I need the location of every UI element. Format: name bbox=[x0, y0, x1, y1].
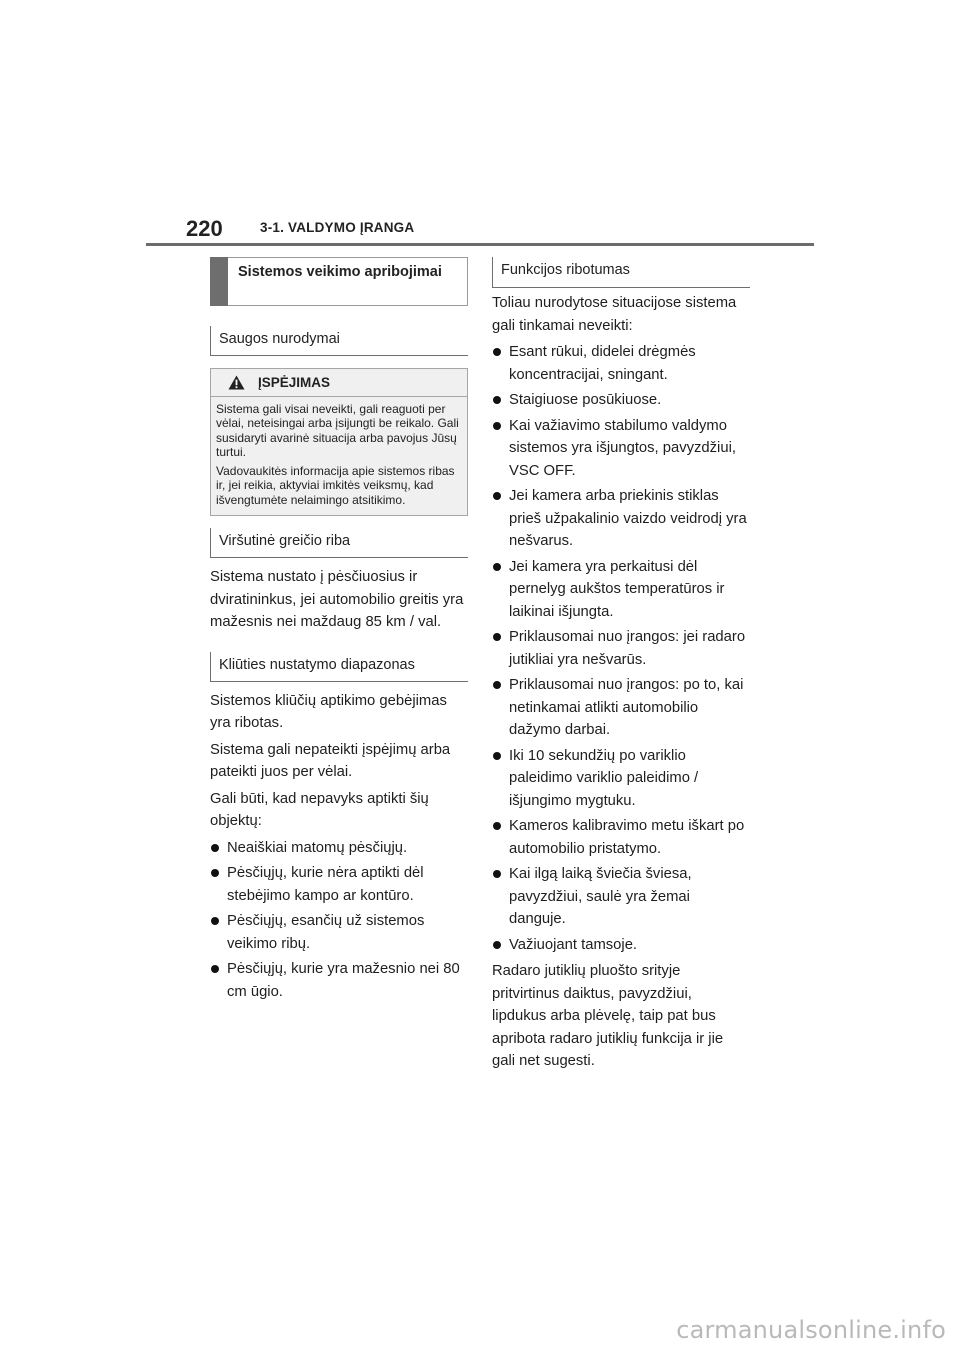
situations-list bbox=[492, 341, 750, 956]
function-heading: Funkcijos ribotumas bbox=[492, 257, 750, 288]
range-text: Gali būti, kad nepavyks aptikti šių objektų: bbox=[210, 790, 429, 830]
list-item: Staigiuose posūkiuose. bbox=[492, 389, 750, 412]
speed-heading: Viršutinė greičio riba bbox=[210, 528, 468, 558]
closing-text: Radaro jutiklių pluošto srityje pritvirtinus daiktus, pavyzdžiui, lipdukus arba plėvelę, taip pat bus apribota radaro jutiklių funkcija ir jie gali net sugesti. bbox=[492, 963, 724, 1069]
list-item: Kai ilgą laiką šviečia šviesa, pavyzdžiui, saulė yra žemai danguje. bbox=[492, 863, 750, 931]
range-text: Sistema gali nepateikti įspėjimų arba pateikti juos per vėlai. bbox=[210, 741, 451, 781]
list-item: Kai važiavimo stabilumo valdymo sistemos yra išjungtos, pavyzdžiui, VSC OFF. bbox=[492, 415, 750, 483]
left-column bbox=[210, 257, 468, 1003]
chapter-title: 3-1. VALDYMO ĮRANGA bbox=[260, 220, 415, 235]
list-item: Esant rūkui, didelei drėgmės koncentracijai, sningant. bbox=[492, 341, 750, 386]
page-number: 220 bbox=[186, 216, 223, 241]
warning-header bbox=[211, 369, 467, 397]
section-title-box bbox=[210, 257, 468, 306]
warning-triangle-icon bbox=[228, 375, 245, 390]
list-item: Iki 10 sekundžių po variklio paleidimo variklio paleidimo / išjungimo mygtuku. bbox=[492, 745, 750, 813]
list-item: Pėsčiųjų, kurie nėra aptikti dėl stebėjimo kampo ar kontūro. bbox=[210, 862, 468, 907]
right-column bbox=[492, 257, 750, 1073]
objects-list bbox=[210, 837, 468, 1004]
list-item: Važiuojant tamsoje. bbox=[492, 934, 750, 957]
warning-paragraph: Vadovaukitės informacija apie sistemos ribas ir, jei reikia, aktyviai imkitės veiksmų, kad išvengtumėte nelaimingo atsitikimo. bbox=[216, 464, 455, 507]
watermark: carmanualsonline.info bbox=[676, 1316, 946, 1344]
list-item: Priklausomai nuo įrangos: po to, kai netinkamai atlikti automobilio dažymo darbai. bbox=[492, 674, 750, 742]
warning-paragraph: Sistema gali visai neveikti, gali reaguoti per vėlai, neteisingai arba įsijungti be reikalo. Gali susidaryti avarinė situacija arba pavojus Jūsų turtui. bbox=[216, 402, 459, 459]
list-item: Pėsčiųjų, kurie yra mažesnio nei 80 cm ūgio. bbox=[210, 958, 468, 1003]
speed-text: Sistema nustato į pėsčiuosius ir dviratininkus, jei automobilio greitis yra mažesnis nei maždaug 85 km / val. bbox=[210, 569, 464, 631]
function-intro: Toliau nurodytose situacijose sistema gali tinkamai neveikti: bbox=[492, 295, 737, 334]
warning-title: ĮSPĖJIMAS bbox=[258, 375, 331, 390]
list-item: Jei kamera yra perkaitusi dėl pernelyg aukštos temperatūros ir laikinai išjungta. bbox=[492, 556, 750, 624]
list-item: Pėsčiųjų, esančių už sistemos veikimo ribų. bbox=[210, 910, 468, 955]
header-rule bbox=[146, 243, 814, 246]
safety-heading: Saugos nurodymai bbox=[210, 326, 468, 356]
warning-body bbox=[211, 397, 467, 515]
warning-box bbox=[210, 368, 468, 516]
range-heading: Kliūties nustatymo diapazonas bbox=[210, 652, 468, 682]
range-text: Sistemos kliūčių aptikimo gebėjimas yra ribotas. bbox=[210, 692, 447, 732]
list-item: Jei kamera arba priekinis stiklas prieš užpakalinio vaizdo veidrodį yra nešvarus. bbox=[492, 485, 750, 553]
list-item: Neaiškiai matomų pėsčiųjų. bbox=[210, 837, 468, 860]
list-item: Kameros kalibravimo metu iškart po automobilio pristatymo. bbox=[492, 815, 750, 860]
section-title: Sistemos veikimo apribojimai bbox=[238, 264, 442, 280]
list-item: Priklausomai nuo įrangos: jei radaro jutikliai yra nešvarūs. bbox=[492, 626, 750, 671]
